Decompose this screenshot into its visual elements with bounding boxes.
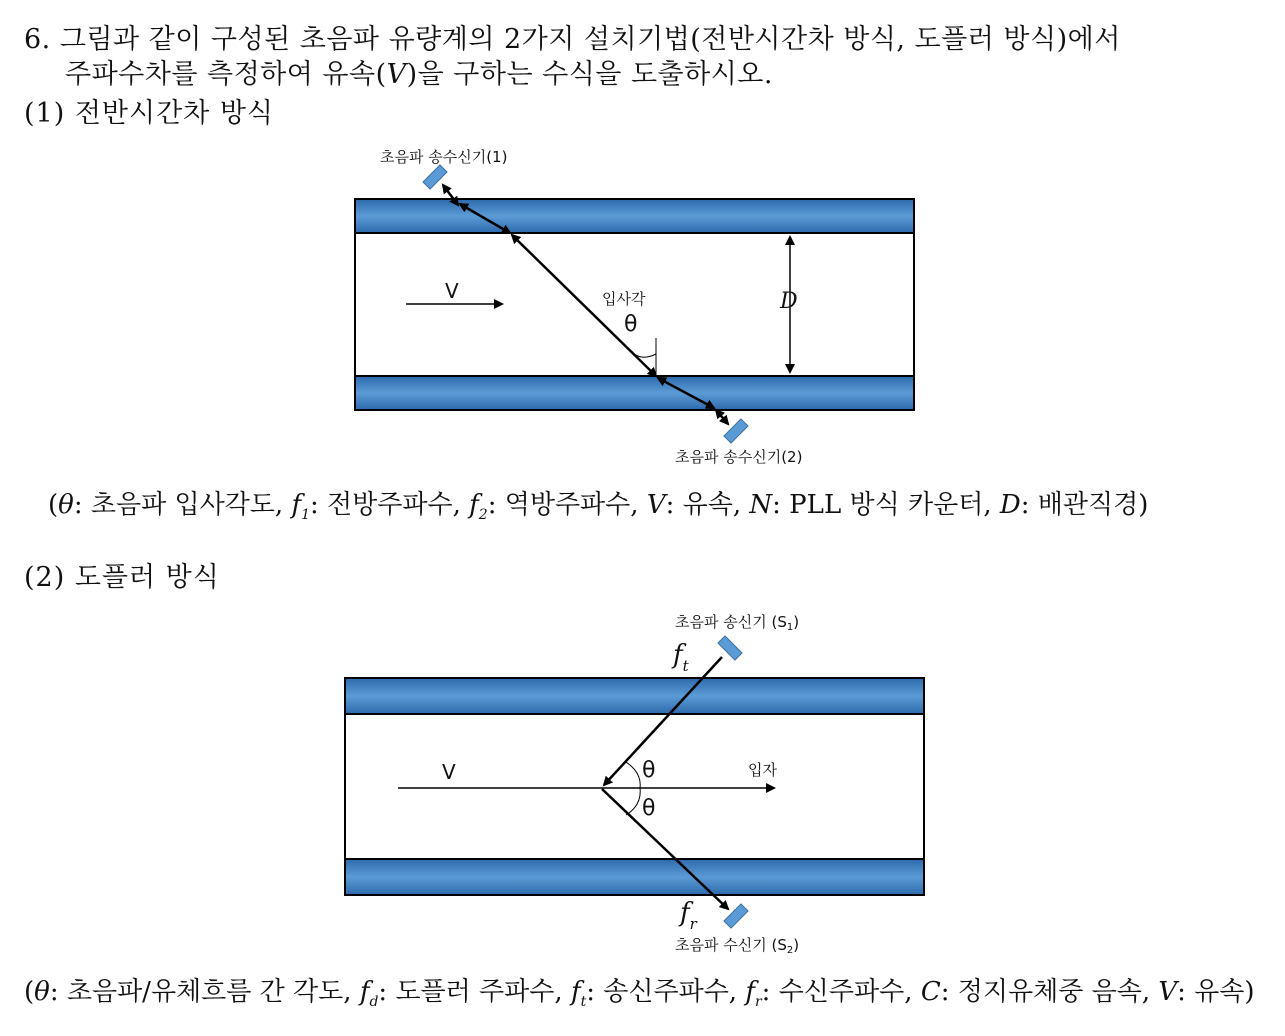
beam-segment-5 <box>716 410 728 424</box>
section2-legend: (θ: 초음파/유체흐름 간 각도, $f_d$: 도플러 주파수, $f_t$: 송신주파수, $f_r$: 수신주파수, C: 정지유체중 음속, V: 유속) <box>24 977 1255 1011</box>
angle-caption: 입사각 <box>602 290 646 308</box>
flow2-velocity-label: V <box>442 760 456 784</box>
transducer-2-label: 초음파 송수신기(2) <box>675 448 803 466</box>
angle-bottom-symbol: θ <box>642 796 656 821</box>
doppler-diagram <box>330 605 940 960</box>
transit-time-diagram <box>340 140 940 470</box>
section1-legend: (θ: 초음파 입사각도, $f_1$: 전방주파수, $f_2$: 역방주파수, V: 유속, N: PLL 방식 카운터, D: 배관직경) <box>48 490 1149 524</box>
particle-label: 입자 <box>748 761 777 779</box>
transmitter-s1 <box>718 636 742 660</box>
section1-title: (1) 전반시간차 방식 <box>24 98 274 129</box>
fr-label: $f_r$ <box>680 898 697 933</box>
question-line-1: 6. 그림과 같이 구성된 초음파 유량계의 2가지 설치기법(전반시간차 방식, 도플러 방식)에서 <box>24 24 1121 55</box>
pipe-bottom-wall <box>355 376 914 410</box>
receiver-label: 초음파 수신기 $(S_2)$ <box>675 936 800 956</box>
question-text <box>24 22 1264 92</box>
angle-symbol: θ <box>624 312 638 337</box>
pipe2-top-wall <box>345 678 924 714</box>
question-line-2: 주파수차를 측정하여 유속(V)을 구하는 수식을 도출하시오. <box>65 59 773 90</box>
ft-label: $f_t$ <box>673 640 689 675</box>
flow-velocity-label: V <box>445 279 459 303</box>
diameter-label: D <box>780 289 798 314</box>
pipe-top-wall <box>355 199 914 233</box>
angle-top-symbol: θ <box>642 758 656 783</box>
transducer-1-label: 초음파 송수신기(1) <box>380 148 508 166</box>
pipe2-bottom-wall <box>345 859 924 895</box>
section2-title: (2) 도플러 방식 <box>24 562 220 593</box>
transmitter-label: 초음파 송신기 $(S_1)$ <box>675 613 800 633</box>
